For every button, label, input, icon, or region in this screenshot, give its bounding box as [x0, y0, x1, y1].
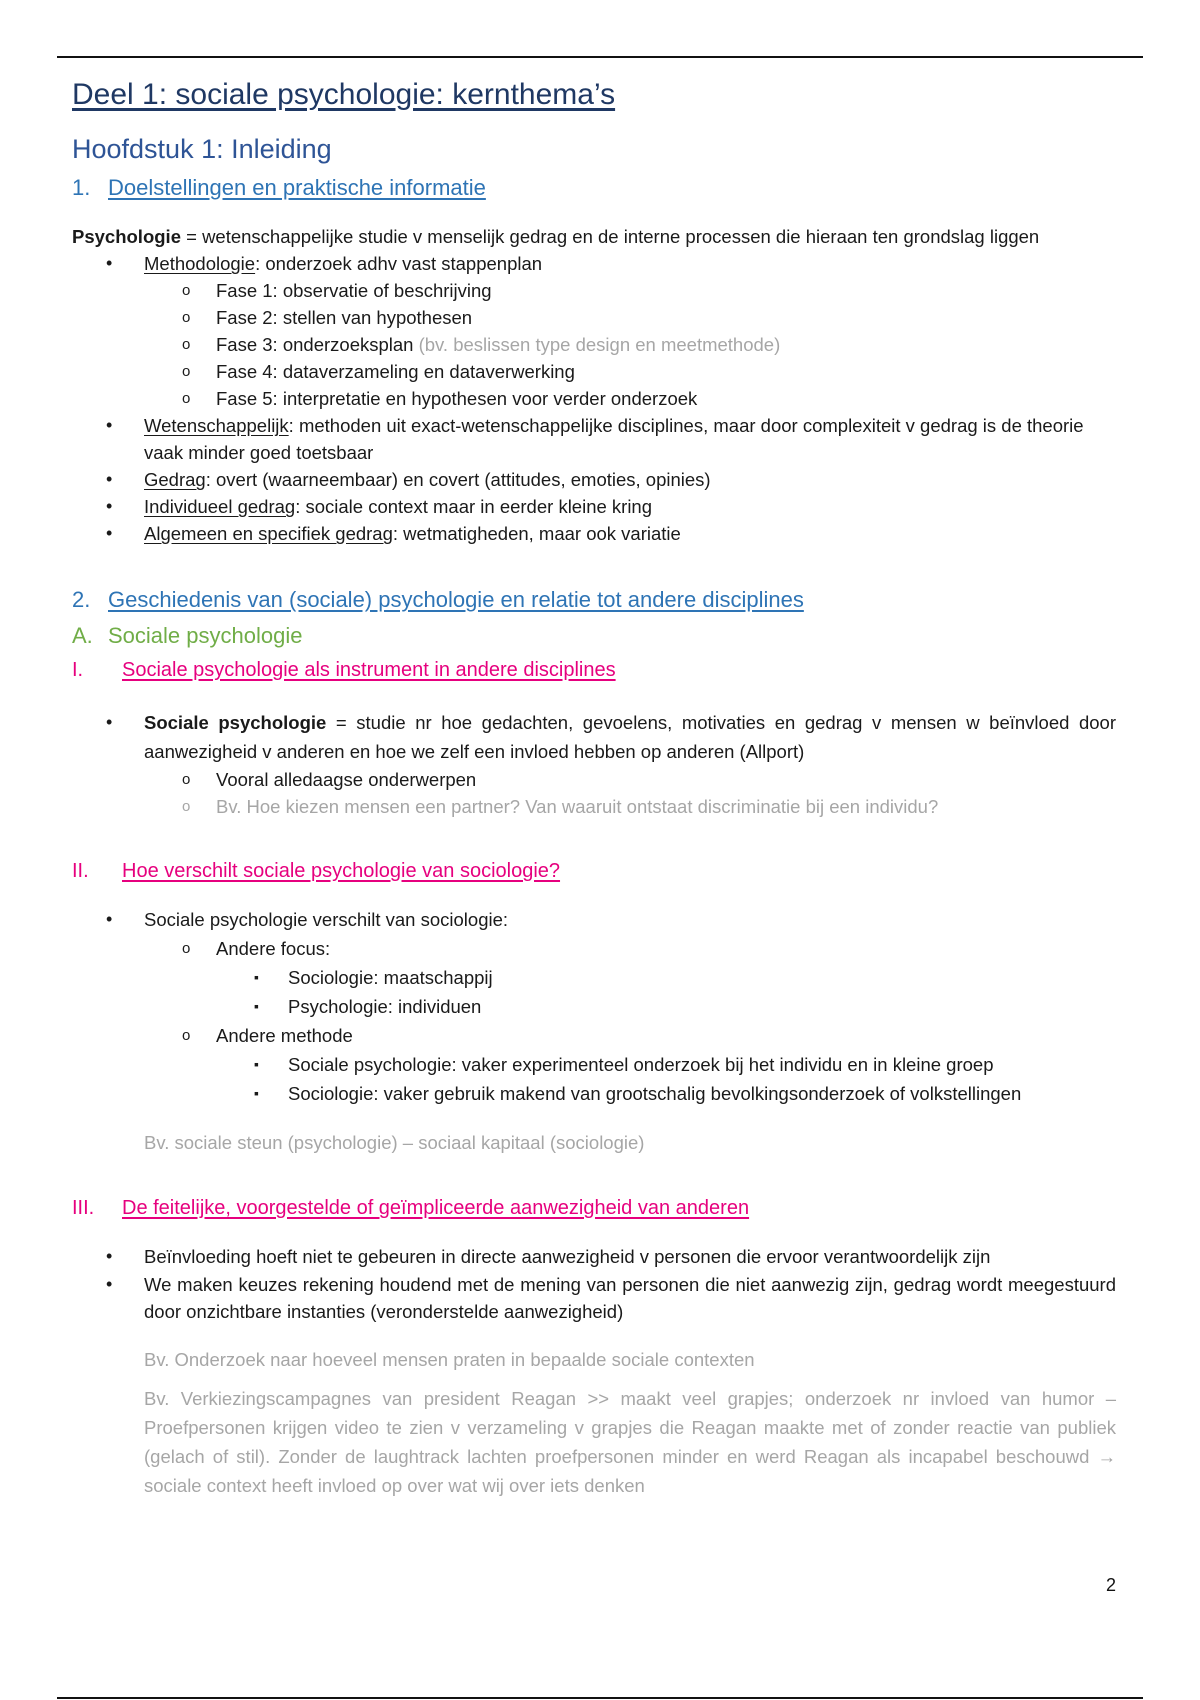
- item-text: Andere focus:: [216, 938, 331, 959]
- term-text: : methoden uit exact-wetenschappelijke disciplines, maar door complexiteit v gedrag is de theorie vaak minder goed toetsbaar: [144, 415, 1084, 463]
- sub-sub-list: [216, 1050, 1116, 1108]
- page-content: [72, 72, 1116, 1500]
- list-item: ▪ Psychologie: individuen: [72, 992, 1116, 1021]
- subsection-title: Sociale psychologie: [108, 623, 303, 648]
- list-item: [72, 250, 1116, 412]
- roman-title: Sociale psychologie als instrument in andere disciplines: [122, 659, 616, 681]
- list-item: [72, 331, 1116, 358]
- definition-text: = studie nr hoe gedachten, gevoelens, motivaties en gedrag v mensen w beïnvloed door aanwezigheid v anderen en hoe we zelf een invloed hebben op anderen (Allport): [144, 712, 1117, 762]
- bullet-list: [72, 905, 1116, 1108]
- psychologie-definition: [72, 223, 1116, 250]
- item-note: (bv. beslissen type design en meetmethode): [413, 334, 781, 355]
- list-item: [72, 905, 1116, 1108]
- list-item: ▪ Sociologie: vaker gebruik makend van grootschalig bevolkingsonderzoek of volkstellingen: [72, 1079, 1116, 1108]
- sub-list: [144, 934, 1116, 1108]
- example-text: Bv. Onderzoek naar hoeveel mensen praten in bepaalde sociale contexten: [144, 1349, 755, 1370]
- list-item: [72, 412, 1116, 466]
- list-item: [72, 1021, 1116, 1108]
- section-number: 1.: [72, 175, 91, 200]
- definition-term: Psychologie: [72, 226, 181, 247]
- term: Methodologie: [144, 253, 256, 274]
- document-title: Deel 1: sociale psychologie: kernthema’s: [72, 78, 616, 111]
- roman-heading-3: [72, 1197, 1116, 1220]
- bullet-list: [72, 1242, 1116, 1325]
- subsection-letter: A.: [72, 623, 93, 648]
- roman-heading-2: [72, 860, 1116, 883]
- list-item: ▪ Sociologie: maatschappij: [72, 963, 1116, 992]
- roman-title: Hoe verschilt sociale psychologie van sociologie?: [122, 860, 561, 882]
- term: Wetenschappelijk: [144, 415, 289, 436]
- list-item: o Vooral alledaagse onderwerpen: [72, 766, 1116, 793]
- roman-heading-1: [72, 659, 1116, 682]
- definition-text: = wetenschappelijke studie v menselijk gedrag en de interne processen die hieraan ten grondslag liggen: [180, 226, 1040, 247]
- sub-sub-list: [216, 963, 1116, 1021]
- list-item: o Fase 2: stellen van hypothesen: [72, 304, 1116, 331]
- top-rule: [57, 56, 1143, 58]
- sub-list: [144, 766, 1116, 820]
- example-text: Bv. Verkiezingscampagnes van president Reagan >> maakt veel grapjes; onderzoek nr invloed van humor – Proefpersonen krijgen video te zien v verzameling v grapjes die Reagan maakte met of zonder reactie van publiek (gelach of stil). Zonder de laughtrack lachten proefpersonen minder en werd Reagan als incapabel beschouwd → sociale context heeft invloed op over wat wij over iets denken: [144, 1388, 1116, 1496]
- roman-title: De feitelijke, voorgestelde of geïmpliceerde aanwezigheid van anderen: [122, 1197, 750, 1219]
- item-text: Sociale psychologie verschilt van sociologie:: [144, 909, 509, 930]
- item-text: Fase 3: onderzoeksplan: [216, 334, 414, 355]
- section-number: 2.: [72, 587, 91, 612]
- section-title: Geschiedenis van (sociale) psychologie en relatie tot andere disciplines: [108, 587, 804, 612]
- term: Gedrag: [144, 469, 206, 490]
- sub-list: [144, 277, 1116, 412]
- bullet-list: [72, 708, 1116, 820]
- list-item: o Fase 1: observatie of beschrijving: [72, 277, 1116, 304]
- subsection-heading-a: [72, 623, 1116, 649]
- item-text: Andere methode: [216, 1025, 353, 1046]
- chapter-heading: Hoofdstuk 1: Inleiding: [72, 134, 332, 164]
- list-item: • Beïnvloeding hoeft niet te gebeuren in directe aanwezigheid v personen die ervoor verantwoordelijk zijn: [72, 1242, 1116, 1271]
- list-item: o Fase 4: dataverzameling en dataverwerking: [72, 358, 1116, 385]
- list-item: [72, 708, 1116, 820]
- list-item: [72, 466, 1116, 493]
- term-text: : wetmatigheden, maar ook variatie: [392, 523, 681, 544]
- term: Algemeen en specifiek gedrag: [144, 523, 393, 544]
- definition-term: Sociale psychologie: [144, 712, 327, 733]
- term-text: : sociale context maar in eerder kleine kring: [295, 496, 653, 517]
- page-number: 2: [1105, 1575, 1116, 1595]
- section-title: Doelstellingen en praktische informatie: [108, 175, 486, 200]
- roman-number: I.: [72, 659, 84, 681]
- term-text: : onderzoek adhv vast stappenplan: [255, 253, 543, 274]
- list-item: o Bv. Hoe kiezen mensen een partner? Van waaruit ontstaat discriminatie bij een individu?: [72, 793, 1116, 820]
- list-item: [72, 520, 1116, 547]
- list-item: [72, 934, 1116, 1021]
- roman-number: II.: [72, 860, 89, 882]
- term: Individueel gedrag: [144, 496, 296, 517]
- bottom-rule: [57, 1697, 1143, 1699]
- term-text: : overt (waarneembaar) en covert (attitudes, emoties, opinies): [205, 469, 711, 490]
- list-item: • We maken keuzes rekening houdend met de mening van personen die niet aanwezig zijn, gedrag wordt meegestuurd door onzichtbare instanties (veronderstelde aanwezigheid): [72, 1271, 1116, 1325]
- section-heading-1: [72, 175, 1116, 201]
- example-text: Bv. sociale steun (psychologie) – sociaal kapitaal (sociologie): [144, 1132, 645, 1153]
- list-item: [72, 493, 1116, 520]
- list-item: o Fase 5: interpretatie en hypothesen voor verder onderzoek: [72, 385, 1116, 412]
- list-item: ▪ Sociale psychologie: vaker experimenteel onderzoek bij het individu en in kleine groep: [72, 1050, 1116, 1079]
- section-heading-2: [72, 587, 1116, 613]
- roman-number: III.: [72, 1197, 95, 1219]
- bullet-list: [72, 250, 1116, 547]
